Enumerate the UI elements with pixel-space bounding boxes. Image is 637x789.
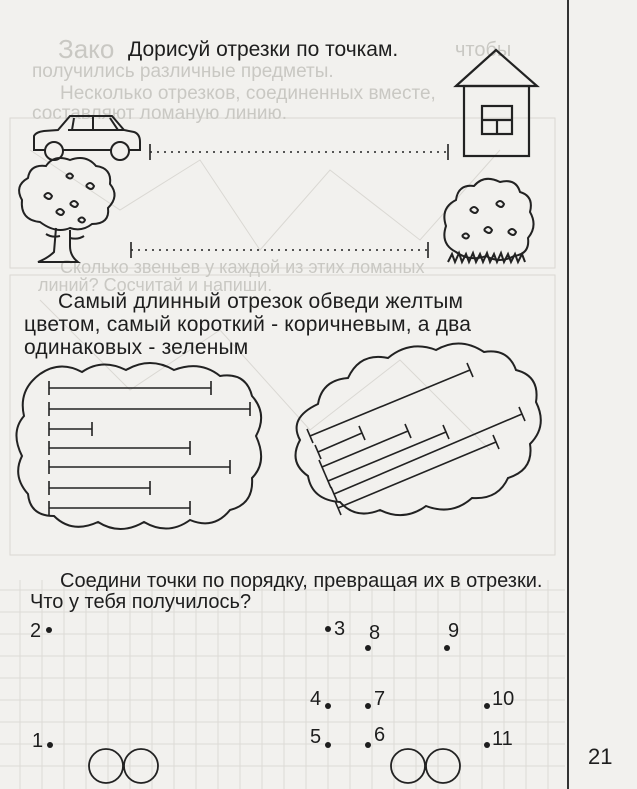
- dot-label: 6: [374, 724, 386, 746]
- show-through-text: чтобы: [455, 39, 512, 61]
- show-through-text: линий? Сосчитай и напиши.: [38, 275, 273, 295]
- dot-label: 7: [374, 688, 386, 710]
- dot-label: 11: [492, 728, 513, 750]
- show-through-text: Зако: [58, 34, 115, 64]
- wheel-circle: [89, 749, 123, 783]
- task2-instruction: Самый длинный отрезок обведи желтым цветом, самый короткий - коричневым, а два одинаковых - зеленым: [24, 290, 472, 360]
- wheel-circle: [391, 749, 425, 783]
- dot-label: 1: [32, 730, 44, 752]
- wheel-circle: [124, 749, 158, 783]
- task1-instruction: Дорисуй отрезки по точкам.: [128, 38, 399, 61]
- dot-label: 3: [334, 618, 346, 640]
- page-number: 21: [588, 744, 613, 769]
- show-through-text: получились различные предметы.: [32, 61, 334, 82]
- dot-label: 5: [310, 726, 322, 748]
- dot-label: 10: [492, 688, 515, 710]
- wheel-circle: [426, 749, 460, 783]
- dot-label: 4: [310, 688, 322, 710]
- task3-instruction: Соедини точки по порядку, превращая их в отрезки. Что у тебя получилось?: [30, 570, 543, 613]
- show-through-text: Сколько звеньев у каждой из этих ломаных: [60, 257, 425, 277]
- dot-label: 9: [448, 620, 460, 642]
- dot-label: 8: [369, 622, 381, 644]
- show-through-text: составляют ломаную линию.: [32, 103, 288, 124]
- show-through-text: Несколько отрезков, соединенных вместе,: [60, 83, 436, 104]
- dot-label: 2: [30, 620, 42, 642]
